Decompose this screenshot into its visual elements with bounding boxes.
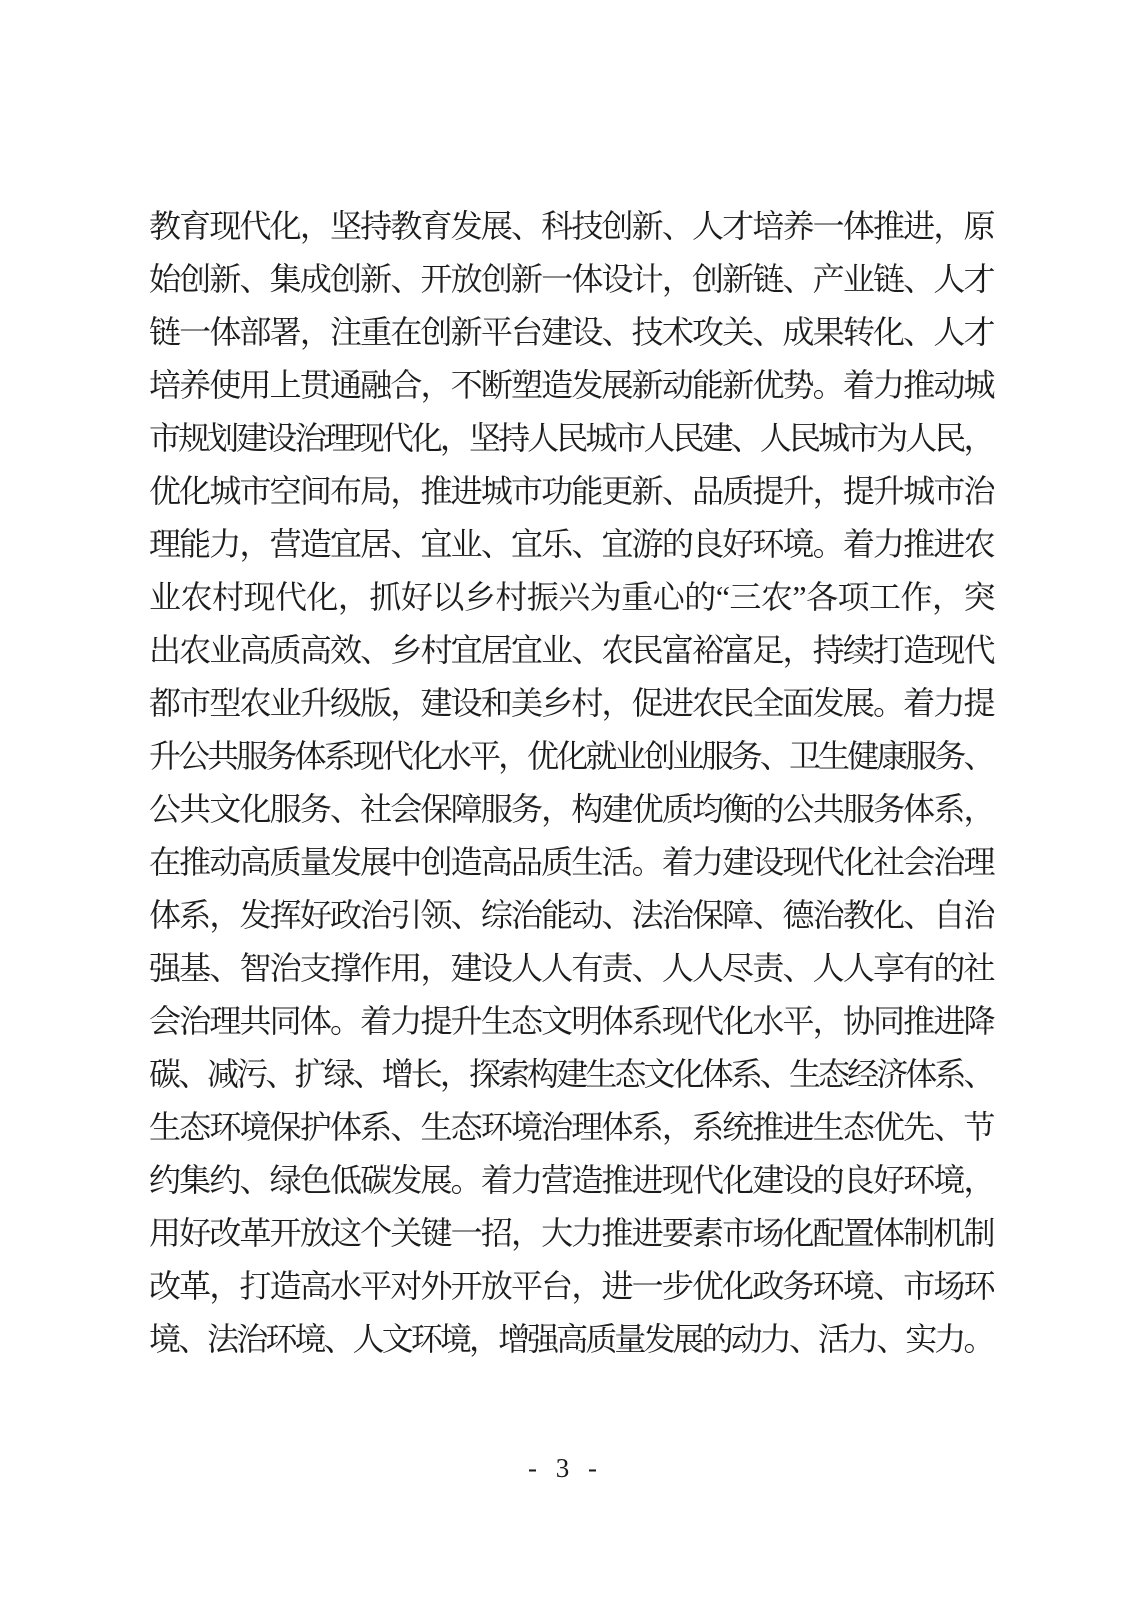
text-line: 出农业高质高效、乡村宜居宜业、农民富裕富足，持续打造现代 (149, 632, 992, 668)
text-line: 强基、智治支撑作用，建设人人有责、人人尽责、人人享有的社 (149, 950, 992, 986)
body-text (149, 200, 992, 1366)
text-line: 在推动高质量发展中创造高品质生活。着力建设现代化社会治理 (149, 844, 992, 880)
text-line: 改革，打造高水平对外开放平台，进一步优化政务环境、市场环 (149, 1268, 992, 1304)
text-line: 约集约、绿色低碳发展。着力营造推进现代化建设的良好环境， (149, 1162, 992, 1198)
text-line: 境、法治环境、人文环境，增强高质量发展的动力、活力、实力。 (149, 1321, 992, 1357)
text-line: 始创新、集成创新、开放创新一体设计，创新链、产业链、人才 (149, 261, 992, 297)
text-line: 业农村现代化，抓好以乡村振兴为重心的“三农”各项工作，突 (149, 579, 992, 615)
text-line: 链一体部署，注重在创新平台建设、技术攻关、成果转化、人才 (149, 314, 992, 350)
text-line: 市规划建设治理现代化，坚持人民城市人民建、人民城市为人民， (149, 420, 992, 456)
text-line: 培养使用上贯通融合，不断塑造发展新动能新优势。着力推动城 (149, 367, 992, 403)
text-line: 生态环境保护体系、生态环境治理体系，系统推进生态优先、节 (149, 1109, 992, 1145)
text-line: 碳、减污、扩绿、增长，探索构建生态文化体系、生态经济体系、 (149, 1056, 992, 1092)
page-footer (0, 1448, 1131, 1488)
text-line: 理能力，营造宜居、宜业、宜乐、宜游的良好环境。着力推进农 (149, 526, 992, 562)
text-line: 教育现代化，坚持教育发展、科技创新、人才培养一体推进，原 (149, 208, 992, 244)
text-line: 会治理共同体。着力提升生态文明体系现代化水平，协同推进降 (149, 1003, 992, 1039)
text-line: 公共文化服务、社会保障服务，构建优质均衡的公共服务体系， (149, 791, 992, 827)
text-line: 优化城市空间布局，推进城市功能更新、品质提升，提升城市治 (149, 473, 992, 509)
text-line: 体系，发挥好政治引领、综治能动、法治保障、德治教化、自治 (149, 897, 992, 933)
text-line: 升公共服务体系现代化水平，优化就业创业服务、卫生健康服务、 (149, 738, 992, 774)
page-number: - 3 - (528, 1453, 603, 1483)
text-line: 都市型农业升级版，建设和美乡村，促进农民全面发展。着力提 (149, 685, 992, 721)
text-line: 用好改革开放这个关键一招，大力推进要素市场化配置体制机制 (149, 1215, 992, 1251)
